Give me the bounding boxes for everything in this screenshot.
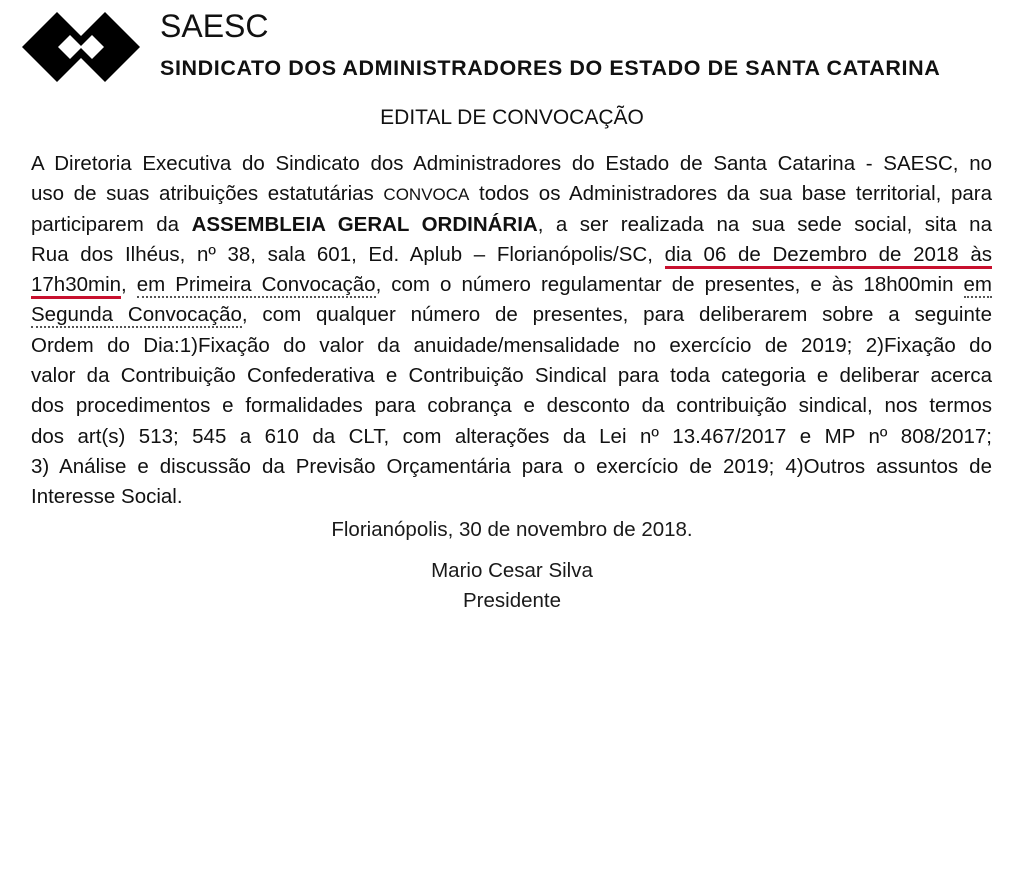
signer-name: Mario Cesar Silva	[431, 559, 593, 582]
body-line-9: dos procedimentos e formalidades para cobrança e desconto da contribuição sindical, nos termos	[31, 394, 992, 418]
text-fragment: , com o número regulamentar de presentes, e às 18h00min	[375, 273, 954, 297]
document-title: EDITAL DE CONVOCAÇÃO	[380, 106, 644, 129]
body-line-4	[31, 240, 992, 270]
signer-role: Presidente	[462, 589, 561, 612]
second-call-phrase: Segunda Convocação	[31, 303, 242, 327]
text-fragment: ,	[121, 273, 137, 297]
body-line-3	[31, 210, 992, 240]
meeting-time-highlight: 17h30min	[31, 273, 121, 299]
body-line-7: Ordem do Dia:1)Fixação do valor da anuidade/mensalidade no exercício de 2019; 2)Fixação do	[31, 333, 992, 357]
second-call-phrase-start: em	[963, 273, 992, 297]
address-text: Rua dos Ilhéus, nº 38, sala 601, Ed. Aplub – Florianópolis/SC,	[31, 242, 653, 266]
org-full-name: SINDICATO DOS ADMINISTRADORES DO ESTADO DE SANTA CATARINA	[160, 56, 941, 80]
body-line-6	[31, 300, 992, 330]
text-fragment: uso de suas atribuições estatutárias	[31, 182, 374, 206]
text-fragment: todos os Administradores da sua base territorial, para	[479, 182, 992, 206]
body-line-10: dos art(s) 513; 545 a 610 da CLT, com alterações da Lei nº 13.467/2017 e MP nº 808/2017;	[31, 424, 992, 448]
body-line-5	[31, 270, 992, 300]
body-line-11: 3) Análise e discussão da Previsão Orçamentária para o exercício de 2019; 4)Outros assuntos de	[31, 454, 992, 478]
saesc-diamonds-logo-icon	[22, 12, 140, 82]
first-call-phrase: em Primeira Convocação	[136, 273, 376, 297]
body-line-1: A Diretoria Executiva do Sindicato dos Administradores do Estado de Santa Catarina - SAESC, no	[31, 152, 992, 175]
body-line-8: valor da Contribuição Confederativa e Contribuição Sindical para toda categoria e deliberar acerca	[31, 364, 992, 388]
assembly-name: ASSEMBLEIA GERAL ORDINÁRIA	[191, 212, 538, 236]
body-line-12: Interesse Social.	[31, 485, 183, 509]
meeting-date-highlight: dia 06 de Dezembro de 2018 às	[665, 243, 992, 269]
text-fragment: , a ser realizada na sua sede social, sita na	[537, 212, 992, 236]
text-fragment: participarem da	[31, 212, 180, 236]
edital-body	[31, 149, 992, 513]
convoca-word: CONVOCA	[383, 185, 470, 205]
text-fragment: , com qualquer número de presentes, para deliberarem sobre a seguinte	[241, 303, 992, 327]
body-line-2	[31, 179, 992, 209]
place-and-date: Florianópolis, 30 de novembro de 2018.	[331, 518, 693, 541]
org-short-name: SAESC	[160, 8, 269, 44]
